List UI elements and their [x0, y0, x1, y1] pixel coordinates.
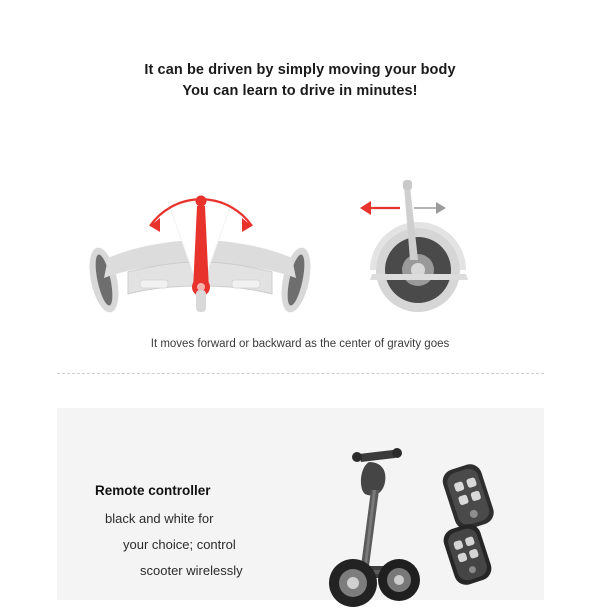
column-top-dot — [196, 196, 207, 207]
motion-diagram-svg — [0, 160, 600, 320]
handlebar-grip-right — [392, 448, 402, 458]
remote-controller-panel — [57, 408, 544, 600]
tilt-arrow-left — [360, 201, 371, 215]
remote-controller-photo — [307, 438, 537, 598]
scooter-and-remotes-svg — [307, 438, 537, 608]
page-title — [0, 60, 600, 102]
illustration-caption: It moves forward or backward as the center of gravity goes — [150, 338, 450, 350]
handlebar-grip-left — [352, 452, 362, 462]
scooter-photo — [329, 448, 420, 607]
remote-control-lower — [440, 521, 494, 588]
tilt-arrow-right — [436, 202, 446, 214]
scooter-wheel-right — [378, 559, 420, 601]
headline-line-2: You can learn to drive in minutes! — [182, 83, 418, 99]
remote-control-upper — [440, 461, 497, 532]
remote-lower-face — [446, 526, 490, 583]
headline-line-1: It can be driven by simply moving your body — [144, 62, 456, 78]
column-stem — [196, 290, 206, 312]
right-footpad — [232, 280, 260, 288]
remote-upper-face — [445, 466, 492, 527]
side-handle — [403, 180, 412, 190]
remote-controller-title: Remote controller — [95, 483, 211, 498]
side-deck — [370, 274, 468, 280]
scooter-handlebar — [359, 450, 395, 462]
scooter-motion-illustration — [0, 160, 600, 320]
section-divider — [57, 373, 544, 374]
remote-controller-line-2: black and white for — [105, 511, 214, 526]
remote-controller-text — [95, 478, 305, 584]
left-footpad — [140, 280, 168, 288]
column-base-inner — [197, 283, 205, 291]
remote-controller-line-4: scooter wirelessly — [140, 563, 243, 578]
remote-controller-line-3: your choice; control — [123, 537, 236, 552]
scooter-side-view — [360, 180, 468, 312]
scooter-top-view — [84, 196, 315, 315]
